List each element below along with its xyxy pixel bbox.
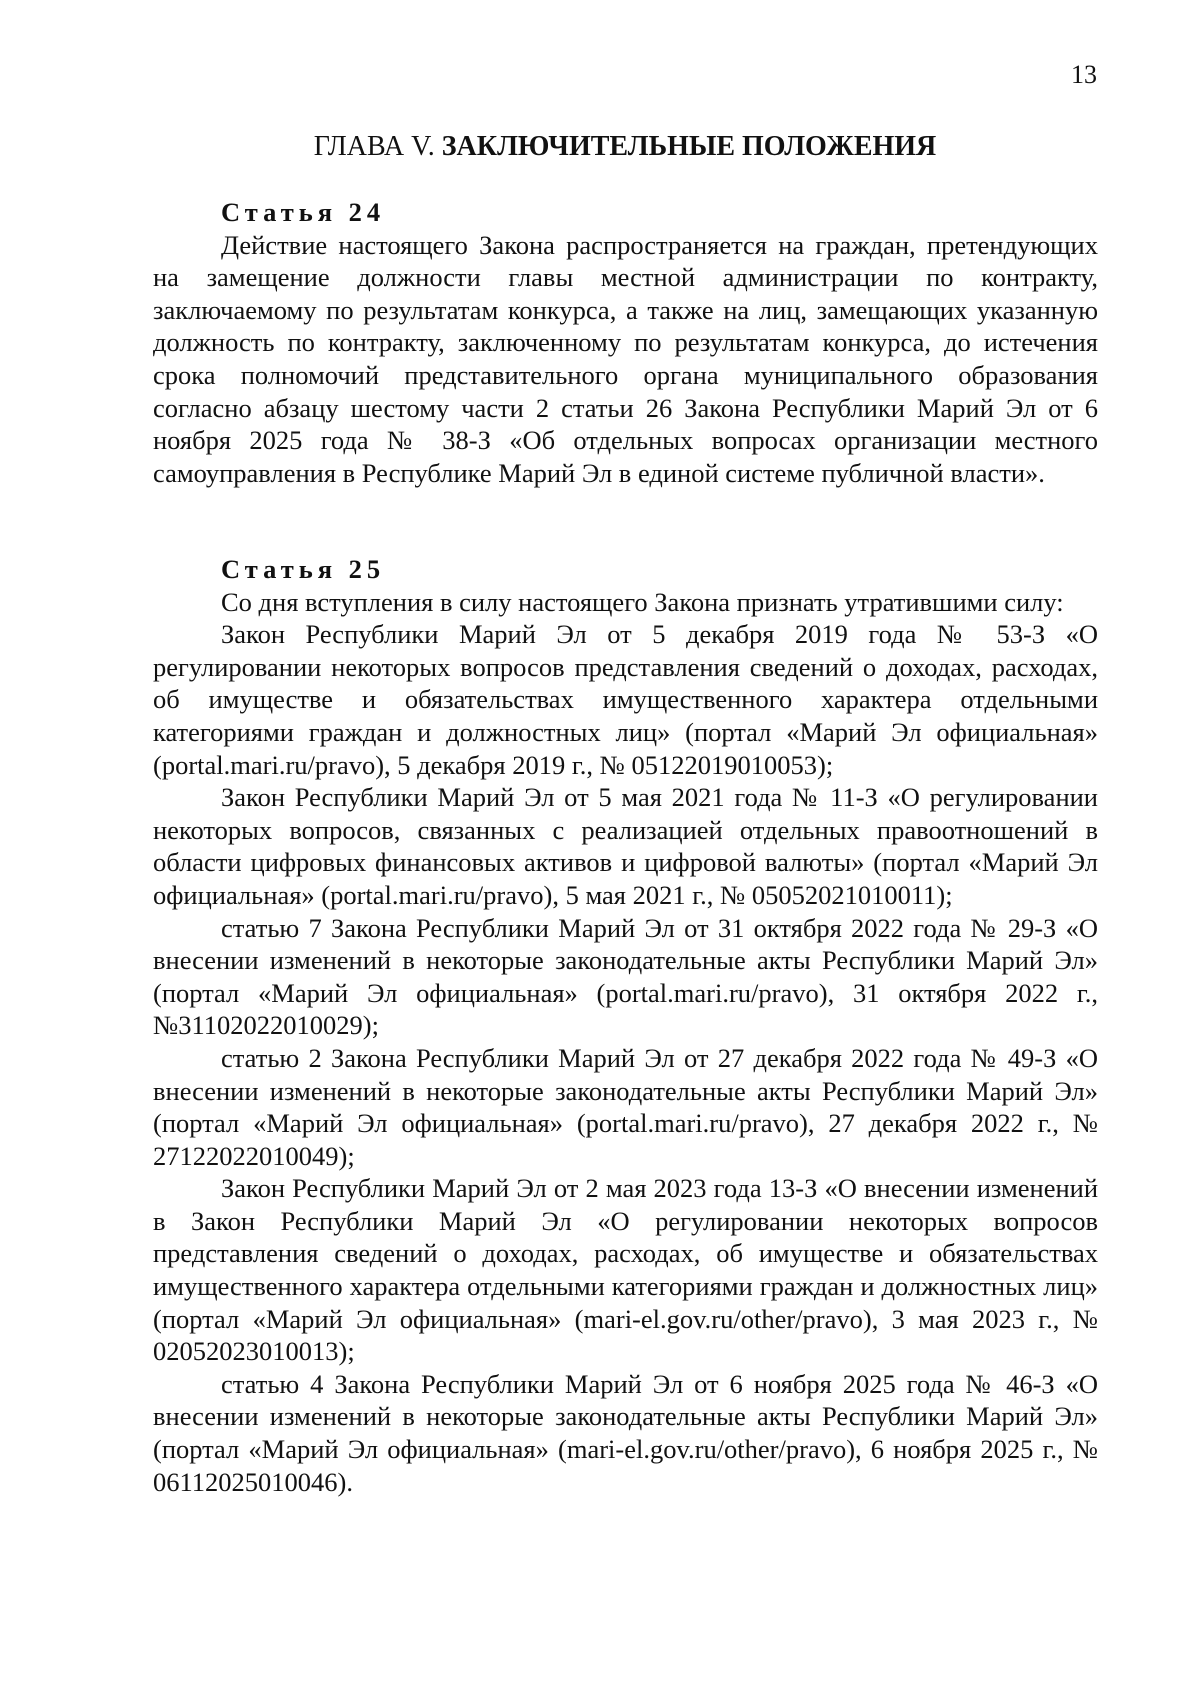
article-paragraph: Действие настоящего Закона распространяется на граждан, претендующих на замещение должности главы местной администрации по контракту, заключаемому по результатам конкурса, а также на лиц, замещающих указанную должность по контракту, заключенному по результатам конкурса, до истечения срока полномочий представительного органа муниципального образования согласно абзацу шестому части 2 статьи 26 Закона Республики Марий Эл от 6 ноября 2025 года № 38-З «Об отдельных вопросах организации местного самоуправления в Республике Марий Эл в единой системе публичной власти».: [153, 229, 1098, 488]
article-24: [153, 196, 1098, 489]
article-25: [153, 553, 1098, 1498]
article-paragraph: статью 4 Закона Республики Марий Эл от 6 ноября 2025 года № 46-З «О внесении изменений в некоторые законодательные акты Республики Марий Эл» (портал «Марий Эл официальная» (mari-el.gov.ru/other/pravo), 6 ноября 2025 г., № 06112025010046).: [153, 1368, 1098, 1497]
chapter-prefix: ГЛАВА V.: [313, 131, 435, 162]
chapter-name: ЗАКЛЮЧИТЕЛЬНЫЕ ПОЛОЖЕНИЯ: [441, 131, 937, 162]
article-paragraph: Закон Республики Марий Эл от 5 декабря 2019 года № 53-З «О регулировании некоторых вопросов представления сведений о доходах, расходах, об имуществе и обязательствах имущественного характера отдельными категориями граждан и должностных лиц» (портал «Марий Эл официальная» (portal.mari.ru/pravo), 5 декабря 2019 г., № 05122019010053);: [153, 619, 1098, 780]
article-paragraph: Закон Республики Марий Эл от 5 мая 2021 года № 11-З «О регулировании некоторых вопросов, связанных с реализацией отдельных правоотношений в области цифровых финансовых активов и цифровой валюты» (портал «Марий Эл официальная» (portal.mari.ru/pravo), 5 мая 2021 г., № 05052021010011);: [153, 782, 1098, 910]
article-paragraph: статью 7 Закона Республики Марий Эл от 31 октября 2022 года № 29-З «О внесении изменений в некоторые законодательные акты Республики Марий Эл» (портал «Марий Эл официальная» (portal.mari.ru/pravo), 31 октября 2022 г., №31102022010029);: [153, 912, 1098, 1041]
article-heading: Статья 24: [221, 197, 386, 227]
article-paragraph: Закон Республики Марий Эл от 2 мая 2023 года 13-З «О внесении изменений в Закон Республики Марий Эл «О регулировании некоторых вопросов представления сведений о доходах, расходах, об имуществе и обязательствах имущественного характера отдельными категориями граждан и должностных лиц» (портал «Марий Эл официальная» (mari-el.gov.ru/other/pravo), 3 мая 2023 г., № 02052023010013);: [153, 1173, 1098, 1367]
article-paragraph: Со дня вступления в силу настоящего Закона признать утратившими силу:: [221, 586, 1064, 617]
article-paragraph: статью 2 Закона Республики Марий Эл от 27 декабря 2022 года № 49-З «О внесении изменений в некоторые законодательные акты Республики Марий Эл» (портал «Марий Эл официальная» (portal.mari.ru/pravo), 27 декабря 2022 г., № 27122022010049);: [153, 1042, 1098, 1171]
chapter-title: [150, 130, 1100, 164]
article-heading: Статья 25: [221, 554, 386, 584]
page-number: 13: [1071, 60, 1097, 89]
